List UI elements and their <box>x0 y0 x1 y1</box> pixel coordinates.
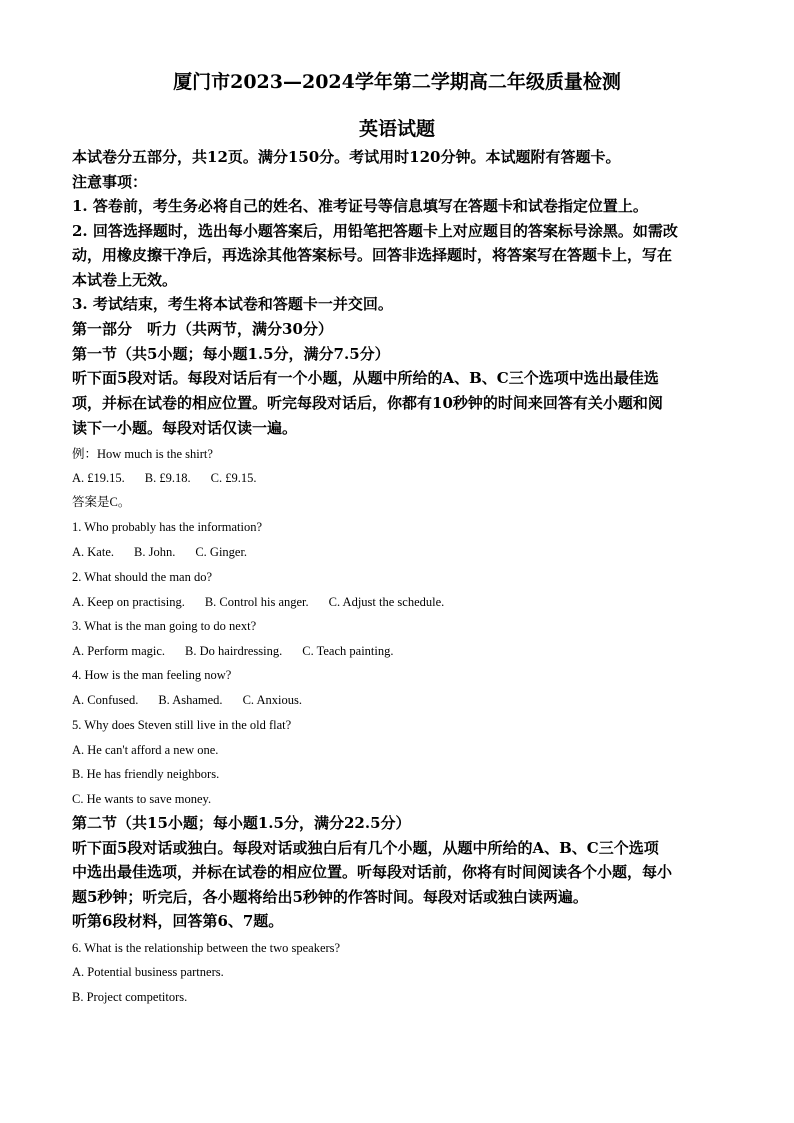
option-c: C. Teach painting. <box>302 644 394 658</box>
option-c: C. Ginger. <box>195 545 248 559</box>
part-1-heading: 第一部分 听力（共两节，满分30分） <box>72 320 333 338</box>
section-1-instructions-b: 项，并标在试卷的相应位置。听完每段对话后，你都有10秒钟的时间来回答有关小题和阅 <box>72 394 663 412</box>
question-1: 1. Who probably has the information? <box>72 520 263 534</box>
notice-2-line-b: 动，用橡皮擦干净后，再选涂其他答案标号。回答非选择题时，将答案写在答题卡上，写在 <box>72 246 673 264</box>
option-a: A. Perform magic. <box>72 644 166 658</box>
section-1-instructions-c: 读下一小题。每段对话仅读一遍。 <box>72 419 298 437</box>
notice-2-line-a: 2. 回答选择题时，选出每小题答案后，用铅笔把答题卡上对应题目的答案标号涂黑。如需改 <box>72 222 678 240</box>
question-3: 3. What is the man going to do next? <box>72 619 257 633</box>
intro-text: 本试卷分五部分，共12页。满分150分。考试用时120分钟。本试题附有答题卡。 <box>72 148 621 166</box>
question-4-options <box>72 692 722 708</box>
question-2: 2. What should the man do? <box>72 570 213 584</box>
question-5: 5. Why does Steven still live in the old flat? <box>72 718 292 732</box>
section-1-heading: 第一节（共5小题；每小题1.5分，满分7.5分） <box>72 345 390 363</box>
question-5-option-b: B. He has friendly neighbors. <box>72 767 220 781</box>
question-1-options <box>72 544 722 560</box>
question-4: 4. How is the man feeling now? <box>72 668 232 682</box>
section-2-instructions-a: 听下面5段对话或独白。每段对话或独白后有几个小题，从题中所给的A、B、C三个选项 <box>72 839 659 857</box>
option-c: C. Anxious. <box>242 693 302 707</box>
example-question: 例：How much is the shirt? <box>72 447 213 461</box>
option-c: C. Adjust the schedule. <box>328 595 445 609</box>
option-a: A. Keep on practising. <box>72 595 185 609</box>
notice-1: 1. 答卷前，考生务必将自己的姓名、准考证号等信息填写在答题卡和试卷指定位置上。 <box>72 197 648 215</box>
option-b: B. Control his anger. <box>204 595 309 609</box>
section-1-instructions-a: 听下面5段对话。每段对话后有一个小题，从题中所给的A、B、C三个选项中选出最佳选 <box>72 369 659 387</box>
example-answer: 答案是C。 <box>72 495 131 509</box>
section-2-heading: 第二节（共15小题；每小题1.5分，满分22.5分） <box>72 814 411 832</box>
notice-heading: 注意事项： <box>72 173 148 191</box>
notice-3: 3. 考试结束，考生将本试卷和答题卡一并交回。 <box>72 295 393 313</box>
question-5-option-a: A. He can't afford a new one. <box>72 743 219 757</box>
option-b: B. John. <box>134 545 176 559</box>
option-a: A. Confused. <box>72 693 139 707</box>
option-b: B. Do hairdressing. <box>185 644 283 658</box>
question-3-options <box>72 643 722 659</box>
example-option-b: B. £9.18. <box>144 471 191 485</box>
example-option-a: A. £19.15. <box>72 471 125 485</box>
example-option-c: C. £9.15. <box>210 471 257 485</box>
question-5-option-c: C. He wants to save money. <box>72 792 212 806</box>
question-2-options <box>72 594 722 610</box>
question-6-option-a: A. Potential business partners. <box>72 965 224 979</box>
question-6-option-b: B. Project competitors. <box>72 990 188 1004</box>
example-options <box>72 470 722 486</box>
option-a: A. Kate. <box>72 545 114 559</box>
notice-2-line-c: 本试卷上无效。 <box>72 271 178 289</box>
section-2-instructions-c: 题5秒钟；听完后，各小题将给出5秒钟的作答时间。每段对话或独白读两遍。 <box>72 888 588 906</box>
material-6-heading: 听第6段材料，回答第6、7题。 <box>72 912 284 930</box>
exam-subtitle: 英语试题 <box>358 118 435 140</box>
section-2-instructions-b: 中选出最佳选项，并标在试卷的相应位置。听每段对话前，你将有时间阅读各个小题，每小 <box>72 863 673 881</box>
option-b: B. Ashamed. <box>158 693 223 707</box>
exam-title: 厦门市2023—2024学年第二学期高二年级质量检测 <box>173 71 621 93</box>
question-6: 6. What is the relationship between the two speakers? <box>72 941 341 955</box>
